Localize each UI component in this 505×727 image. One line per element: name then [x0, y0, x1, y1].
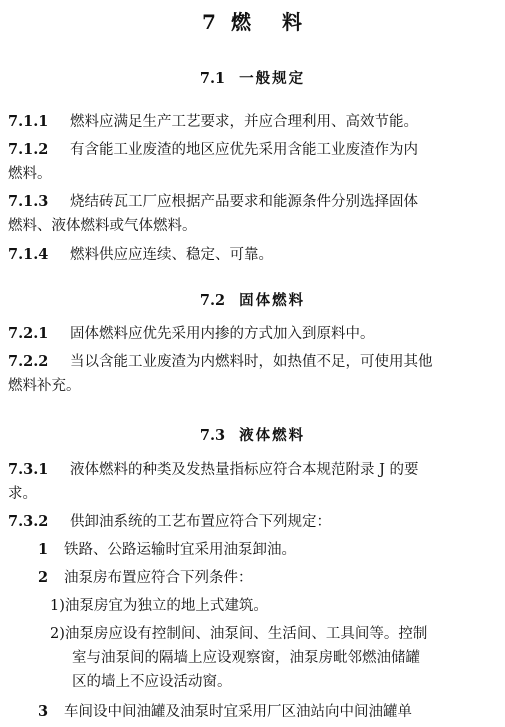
subitem-text-line1: 油泵房应设有控制间、油泵间、生活间、工具间等。控制	[64, 626, 428, 642]
subitem-text-line2: 室与油泵间的隔墙上应设观察窗，油泵房毗邻燃油储罐	[72, 650, 420, 666]
section-title: 固体燃料	[239, 292, 306, 309]
section-heading-7-3	[0, 424, 505, 445]
clause-text: 供卸油系统的工艺布置应符合下列规定：	[70, 514, 331, 530]
clause-7-1-4	[8, 243, 498, 267]
clause-text-line2: 求。	[8, 486, 37, 502]
item-number: 1	[38, 541, 49, 558]
item-2	[38, 566, 253, 590]
subitem-text-line3: 区的墙上不应设活动窗。	[72, 674, 232, 690]
clause-7-1-1	[8, 110, 498, 134]
item-text: 车间设中间油罐及油泵时宜采用厂区油站向中间油罐单	[64, 704, 412, 720]
section-heading-7-2	[0, 289, 505, 310]
clause-text-line1: 液体燃料的种类及发热量指标应符合本规范附录 J 的要	[70, 462, 419, 478]
item-1	[38, 538, 296, 562]
clause-number: 7.1.3	[8, 193, 49, 210]
clause-text: 固体燃料应优先采用内掺的方式加入到原料中。	[70, 326, 375, 342]
item-number: 2	[38, 569, 49, 586]
clause-number: 7.1.1	[8, 113, 49, 130]
section-title: 液体燃料	[239, 427, 306, 444]
clause-text-line2: 燃料。	[8, 166, 52, 182]
clause-7-1-2	[8, 138, 498, 186]
chapter-title	[0, 6, 505, 35]
subitem-text: 油泵房宜为独立的地上式建筑。	[64, 598, 268, 614]
clause-7-3-1	[8, 458, 498, 506]
clause-text-line2: 燃料、液体燃料或气体燃料。	[8, 218, 197, 234]
clause-text-line2: 燃料补充。	[8, 378, 81, 394]
clause-number: 7.3.1	[8, 461, 49, 478]
clause-text-line1: 烧结砖瓦工厂应根据产品要求和能源条件分别选择固体	[70, 194, 418, 210]
item-number: 3	[38, 703, 49, 720]
section-title: 一般规定	[239, 70, 306, 87]
clause-7-3-2	[8, 510, 498, 534]
section-number: 7.1	[199, 70, 226, 87]
section-number: 7.3	[199, 427, 226, 444]
item-text: 铁路、公路运输时宜采用油泵卸油。	[64, 542, 296, 558]
clause-text-line1: 有含能工业废渣的地区应优先采用含能工业废渣作为内	[70, 142, 418, 158]
item-text: 油泵房布置应符合下列条件：	[64, 570, 253, 586]
chapter-number: 7	[202, 10, 217, 34]
section-number: 7.2	[199, 292, 226, 309]
chapter-title-part2: 料	[281, 10, 303, 34]
clause-number: 7.3.2	[8, 513, 49, 530]
subitem-2	[50, 622, 498, 694]
subitem-1	[50, 594, 268, 618]
clause-text-line1: 当以含能工业废渣为内燃料时，如热值不足，可使用其他	[70, 354, 433, 370]
clause-7-2-1	[8, 322, 498, 346]
clause-number: 7.1.2	[8, 141, 49, 158]
clause-text: 燃料应满足生产工艺要求，并应合理利用、高效节能。	[70, 114, 418, 130]
clause-number: 7.2.1	[8, 325, 49, 342]
clause-number: 7.1.4	[8, 246, 49, 263]
clause-number: 7.2.2	[8, 353, 49, 370]
subitem-number: 2)	[50, 626, 65, 642]
clause-7-1-3	[8, 190, 498, 238]
clause-text: 燃料供应应连续、稳定、可靠。	[70, 247, 273, 263]
clause-7-2-2	[8, 350, 498, 398]
chapter-title-part1: 燃	[230, 10, 252, 34]
subitem-number: 1)	[50, 598, 65, 614]
section-heading-7-1	[0, 67, 505, 88]
item-3	[38, 700, 412, 724]
